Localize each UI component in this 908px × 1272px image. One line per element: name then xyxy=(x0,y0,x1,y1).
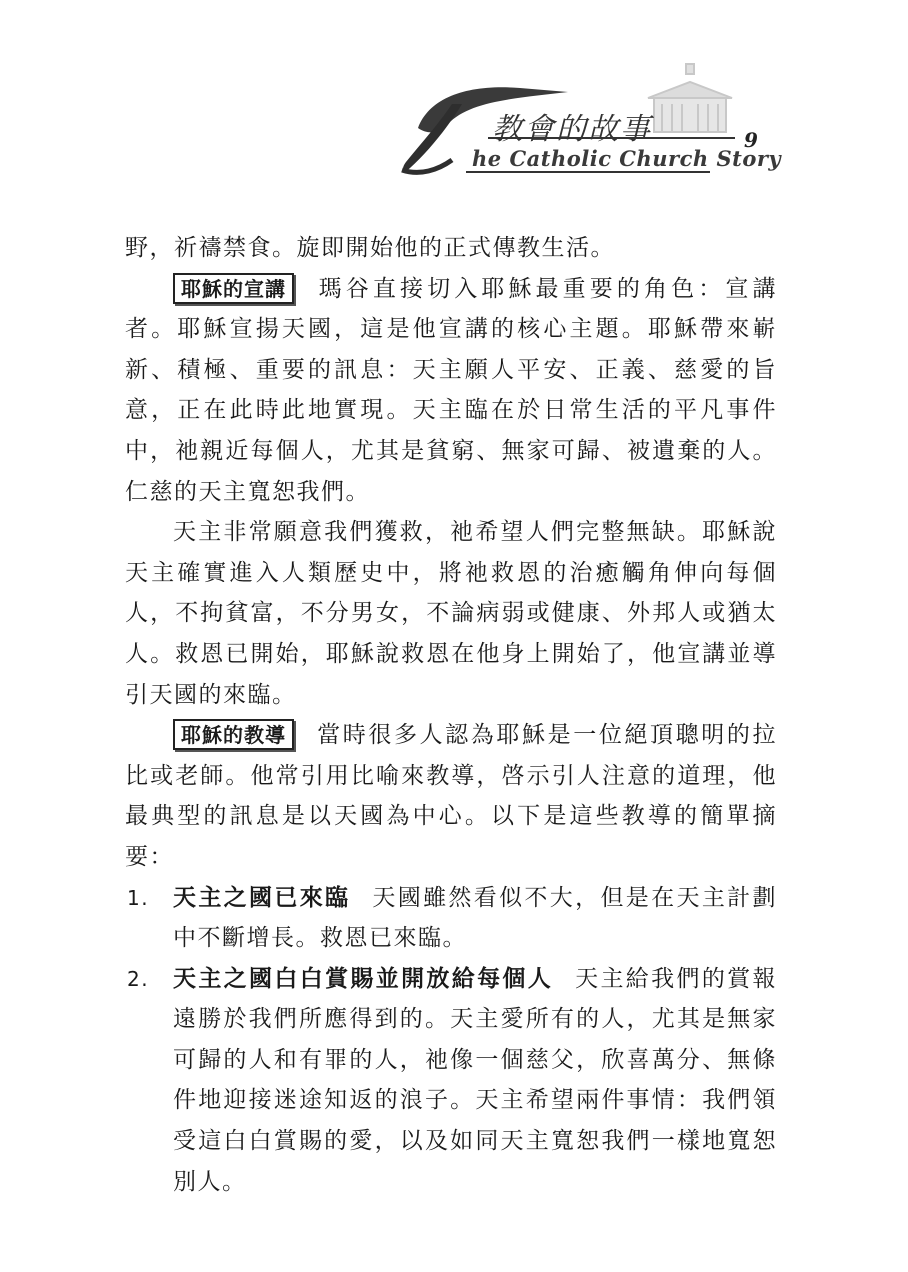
page-header xyxy=(0,0,908,200)
list-item xyxy=(125,959,777,1203)
list-number: 2. xyxy=(127,966,150,991)
list-number: 1. xyxy=(127,885,150,910)
paragraph-continuation: 野，祈禱禁食。旋即開始他的正式傳教生活。 xyxy=(125,235,615,261)
teaching-list xyxy=(125,878,777,1203)
paragraph-preaching xyxy=(125,269,777,513)
paragraph-text: 瑪谷直接切入耶穌最重要的角色：宣講者。耶穌宣揚天國，這是他宣講的核心主題。耶穌帶來嶄新、積極、重要的訊息：天主願人平安、正義、慈愛的旨意，正在此時此地實現。天主臨在於日常生活的平凡事件中，祂親近每個人，尤其是貧窮、無家可歸、被遺棄的人。仁慈的天主寬恕我們。 xyxy=(125,275,777,505)
section-tag-teaching: 耶穌的教導 xyxy=(173,719,294,750)
section-tag-preaching: 耶穌的宣講 xyxy=(173,273,294,304)
page-number: 9 xyxy=(744,128,758,152)
paragraph-salvation: 天主非常願意我們獲救，祂希望人們完整無缺。耶穌說天主確實進入人類歷史中，將祂救恩的治癒觸角伸向每個人，不拘貧富，不分男女，不論病弱或健康、外邦人或猶太人。救恩已開始，耶穌說救恩在他身上開始了，他宣講並導引天國的來臨。 xyxy=(125,519,777,708)
paragraph-teaching xyxy=(125,715,777,877)
list-heading: 天主之國白白賞賜並開放給每個人 xyxy=(173,964,554,992)
book-title-english: he Catholic Church Story xyxy=(472,146,782,171)
list-item xyxy=(125,878,777,959)
paragraph-text: 當時很多人認為耶穌是一位絕頂聰明的拉比或老師。他常引用比喻來教導，啓示引人注意的道理，他最典型的訊息是以天國為中心。以下是這些教導的簡單摘要： xyxy=(125,722,777,870)
list-text: 天國雖然看似不大，但是在天主計劃中不斷增長。救恩已來臨。 xyxy=(173,884,778,952)
book-title-chinese: 教會的故事 xyxy=(492,112,652,147)
church-building-icon xyxy=(648,64,732,132)
list-heading: 天主之國已來臨 xyxy=(173,883,351,911)
list-text: 天主給我們的賞報遠勝於我們所應得到的。天主愛所有的人，尤其是無家可歸的人和有罪的人，祂像一個慈父，欣喜萬分、無條件地迎接迷途知返的浪子。天主希望兩件事情：我們領受這白白賞賜的愛，以及如同天主寬恕我們一樣地寬恕別人。 xyxy=(173,965,778,1195)
page-body xyxy=(125,228,777,1202)
